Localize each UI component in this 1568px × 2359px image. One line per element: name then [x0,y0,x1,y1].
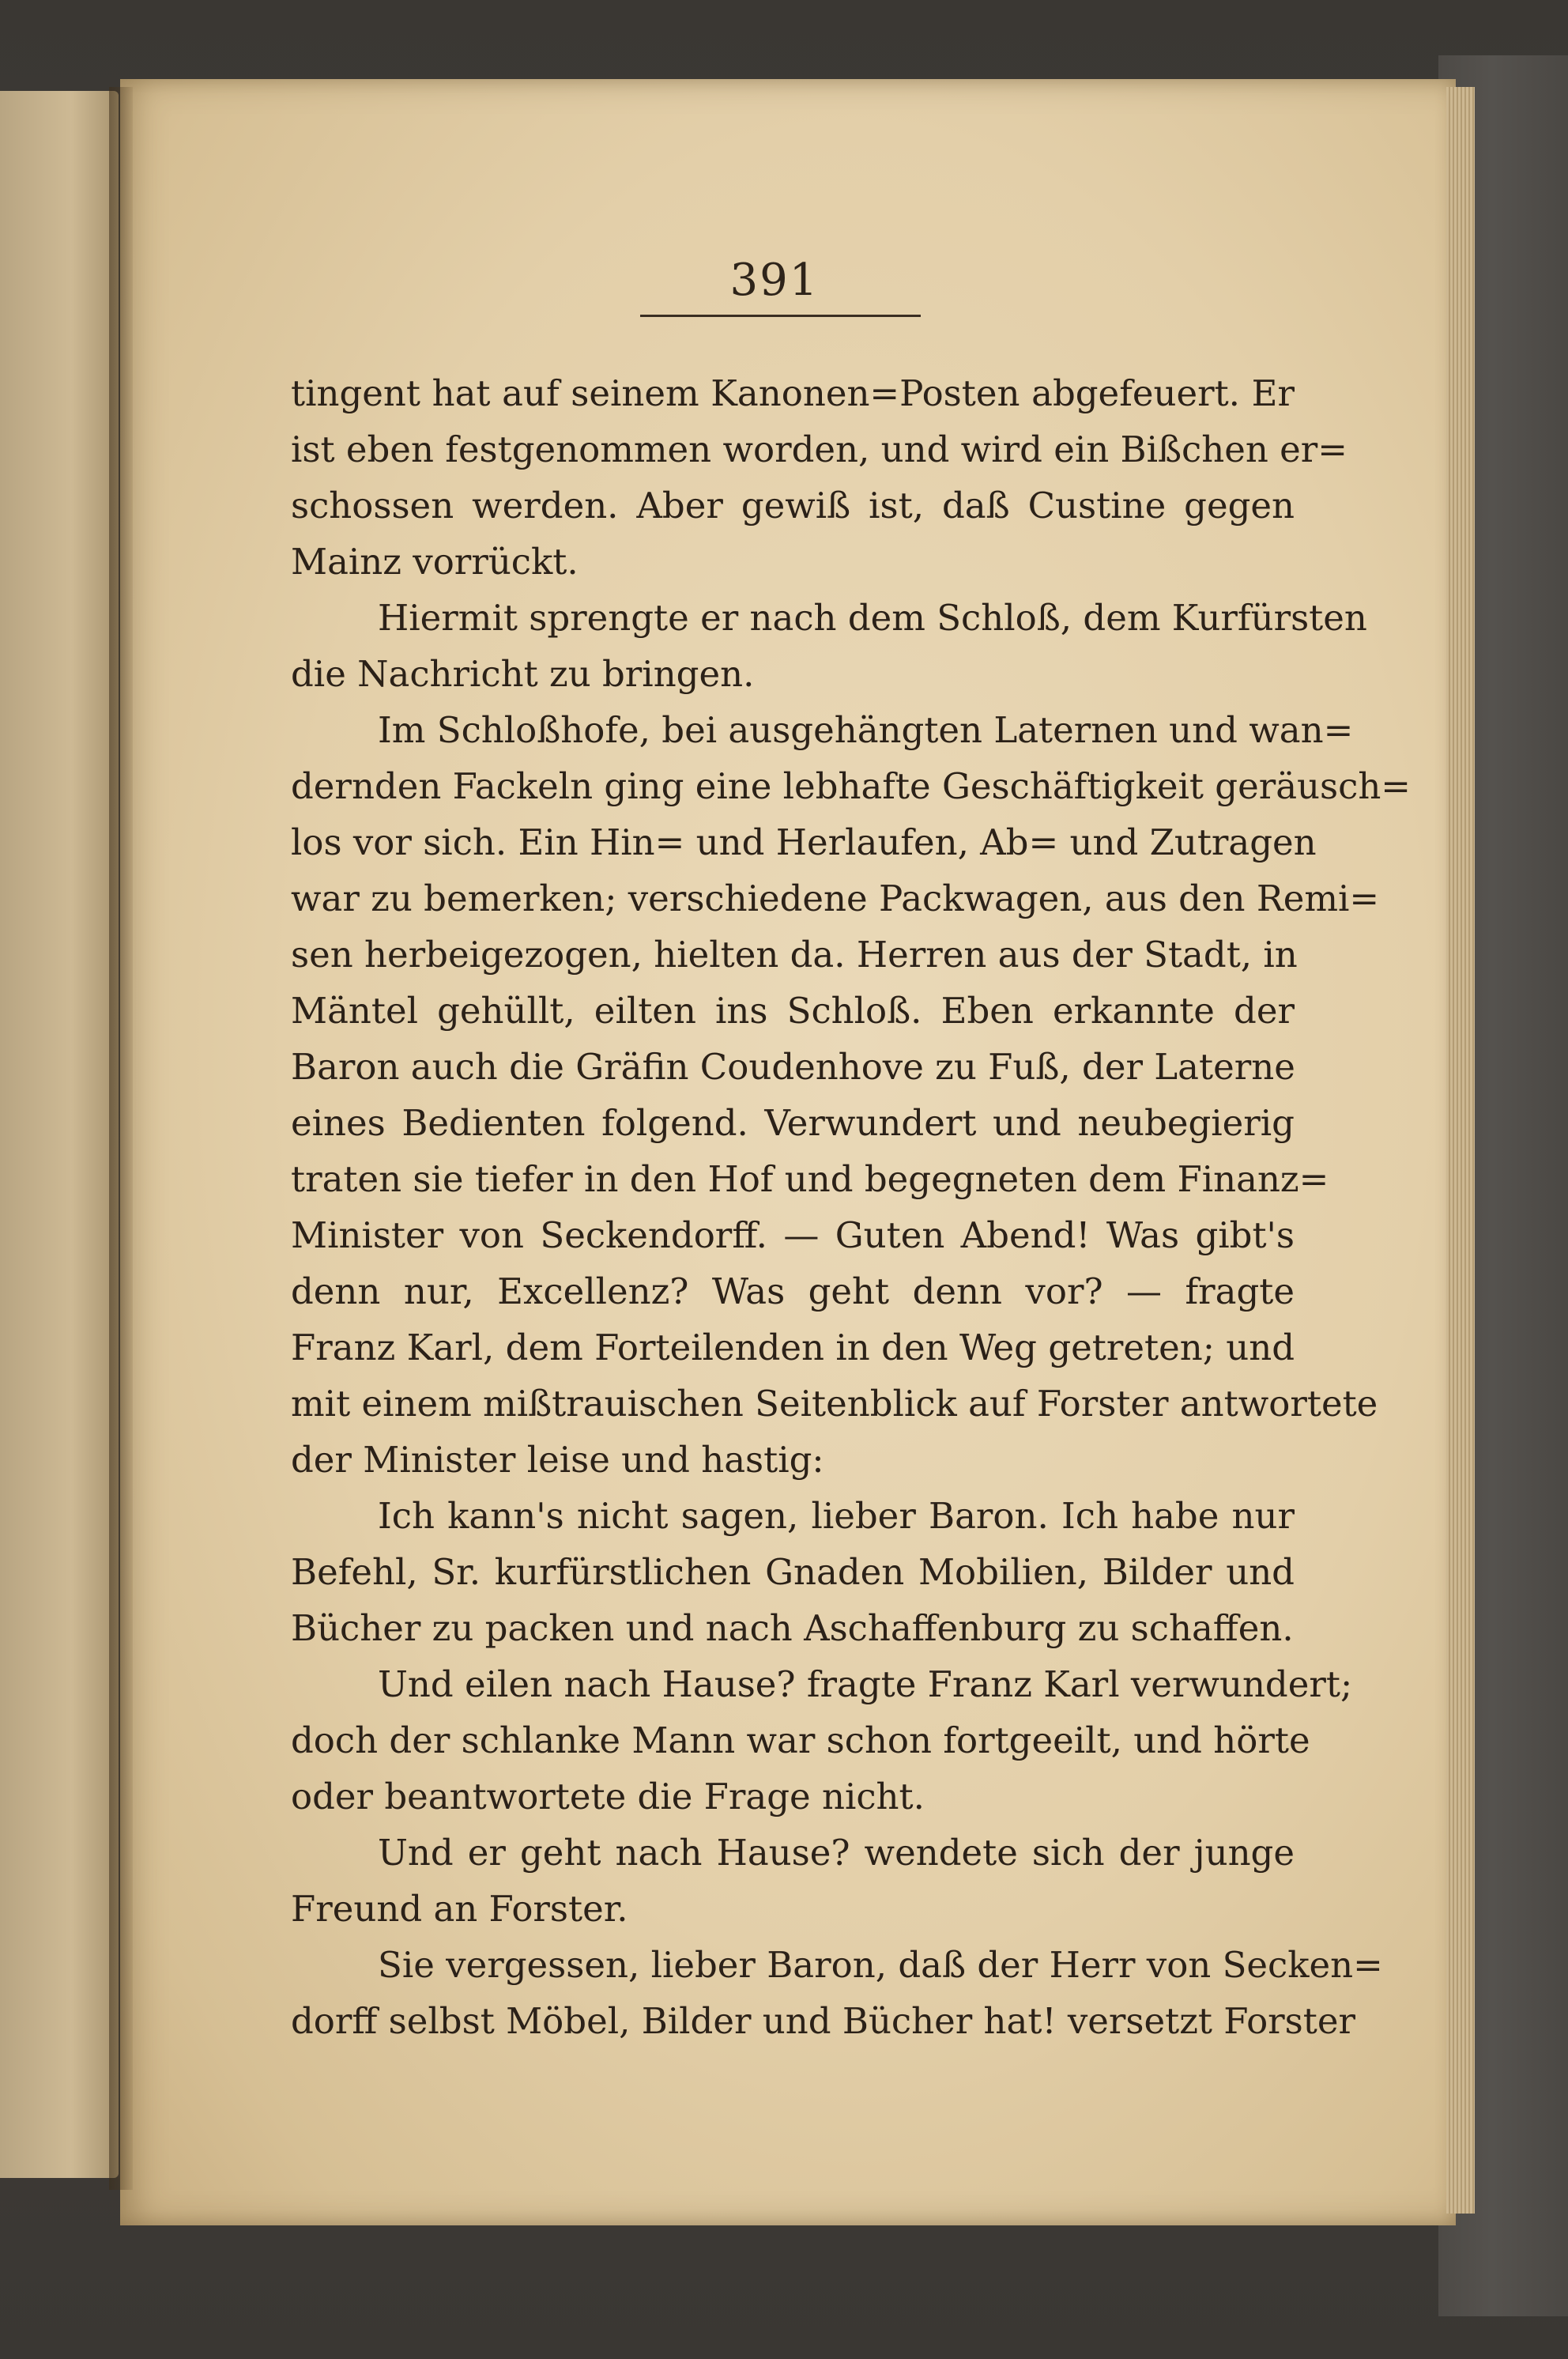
body-text [291,365,1412,2049]
text-line: Bücher zu packen und nach Aschaffenburg zu schaffen. [291,1607,1294,1649]
text-line: Freund an Forster. [291,1888,628,1930]
text-line: doch der schlanke Mann war schon fortgeeilt, und hörte [291,1719,1310,1761]
text-line: Hiermit sprengte er nach dem Schloß, dem Kurfürsten [378,597,1367,639]
text-line: Und eilen nach Hause? fragte Franz Karl verwundert; [378,1663,1353,1705]
text-line: Und er geht nach Hause? wendete sich der junge [378,1832,1295,1874]
text-line: Sie vergessen, lieber Baron, daß der Herr von Secken= [378,1944,1383,1986]
text-line: los vor sich. Ein Hin= und Herlaufen, Ab= und Zutragen [291,821,1317,863]
book-gutter [109,87,133,2190]
text-line: denn nur, Excellenz? Was geht denn vor? — fragte [291,1270,1295,1312]
text-line: war zu bemerken; verschiedene Packwagen, aus den Remi= [291,878,1380,919]
text-line: eines Bedienten folgend. Verwundert und neubegierig [291,1102,1295,1144]
text-line: die Nachricht zu bringen. [291,653,755,695]
text-line: tingent hat auf seinem Kanonen=Posten abgefeuert. Er [291,372,1295,414]
text-line: dorff selbst Möbel, Bilder und Bücher hat! versetzt Forster [291,2000,1355,2042]
text-line: oder beantwortete die Frage nicht. [291,1776,925,1817]
text-line: mit einem mißtrauischen Seitenblick auf Forster antwortete [291,1383,1378,1425]
text-line: dernden Fackeln ging eine lebhafte Geschäftigkeit geräusch= [291,765,1412,807]
text-line: Mäntel gehüllt, eilten ins Schloß. Eben erkannte der [291,990,1295,1032]
text-line: Baron auch die Gräfin Coudenhove zu Fuß, der Laterne [291,1046,1295,1088]
header-rule [640,315,921,317]
page-edges [1446,87,1475,2214]
text-line: Franz Karl, dem Forteilenden in den Weg getreten; und [291,1327,1295,1368]
text-line: Mainz vorrückt. [291,541,579,583]
text-line: schossen werden. Aber gewiß ist, daß Custine gegen [291,485,1295,527]
text-line: der Minister leise und hastig: [291,1439,824,1481]
text-line: Ich kann's nicht sagen, lieber Baron. Ich habe nur [378,1495,1295,1537]
text-line: sen herbeigezogen, hielten da. Herren aus der Stadt, in [291,934,1298,976]
text-line: Minister von Seckendorff. — Guten Abend! Was gibt's [291,1214,1295,1256]
text-line: Befehl, Sr. kurfürstlichen Gnaden Mobilien, Bilder und [291,1551,1295,1593]
text-line: Im Schloßhofe, bei ausgehängten Laternen und wan= [378,709,1354,751]
text-line: ist eben festgenommen worden, und wird ein Bißchen er= [291,428,1348,470]
page-number: 391 [729,255,820,306]
text-line: traten sie tiefer in den Hof und begegneten dem Finanz= [291,1158,1329,1200]
left-page-edge [0,91,119,2178]
